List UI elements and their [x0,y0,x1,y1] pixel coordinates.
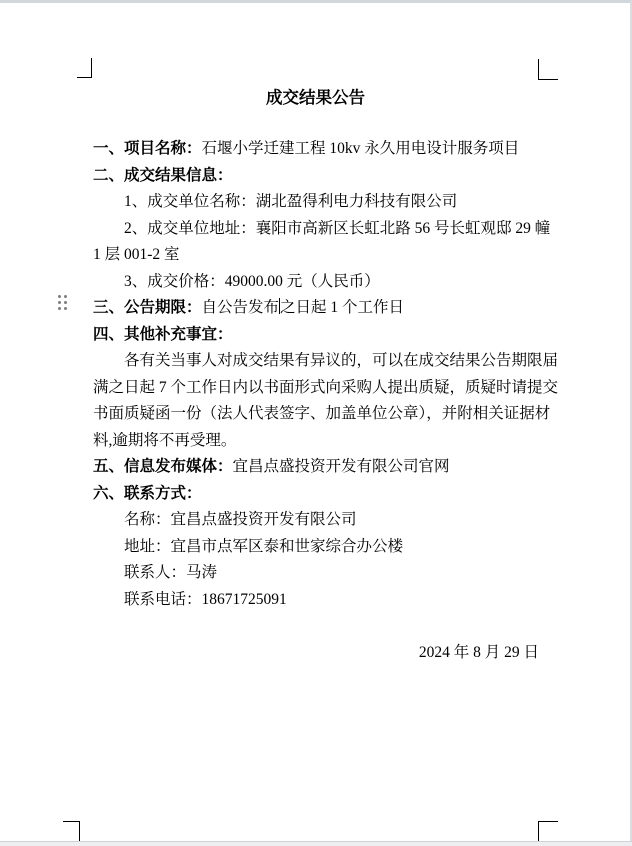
section-text: 宜昌点盛投资开发有限公司官网 [232,458,450,475]
margin-corner-mark-bottom-right [538,821,558,841]
section-label: 二、成交结果信息： [93,166,233,184]
result-company-name[interactable] [93,189,539,216]
objection-paragraph-line-2[interactable] [93,375,559,402]
section-text: 之日起 1 个工作日 [280,299,405,316]
line-text: 2024 年 8 月 29 日 [418,643,539,661]
line-text: 名称：宜昌点盛投资开发有限公司 [124,511,357,528]
page-bottom-edge [0,841,632,846]
drag-handle-dot [58,295,61,298]
objection-paragraph-line-4[interactable] [93,428,539,455]
section-publish-media[interactable] [93,454,539,481]
drag-handle-dot [58,307,61,310]
line-text: 1、成交单位名称：湖北盈得利电力科技有限公司 [124,193,458,210]
drag-handle-dot [64,301,67,304]
margin-corner-mark-top-left [77,58,92,78]
line-text: 2、成交单位地址：襄阳市高新区长虹北路 56 号长虹观邸 29 幢 [124,219,551,237]
line-text: 书面质疑函一份（法人代表签字、加盖单位公章），并附相关证据材 [93,405,551,422]
drag-handle-icon[interactable] [58,295,67,310]
drag-handle-dot [64,295,67,298]
margin-corner-mark-bottom-left [63,821,80,841]
line-text: 1 层 001-2 室 [93,246,180,263]
document-body [93,136,559,666]
blank-line[interactable] [93,613,539,640]
result-company-address-continued[interactable] [93,242,539,269]
line-text: 料,逾期将不再受理。 [93,431,237,449]
drag-handle-dot [58,301,61,304]
contact-phone[interactable] [93,587,539,614]
date-line[interactable] [93,640,539,667]
margin-corner-mark-top-right [538,59,558,80]
section-label: 五、信息发布媒体： [93,458,233,475]
line-text: 各有关当事人对成交结果有异议的，可以在成交结果公告期限届 [124,352,559,369]
line-text: 3、成交价格：49000.00 元（人民币） [124,272,380,290]
line-text: 满之日起 7 个工作日内以书面形式向采购人提出质疑，质疑时请提交 [93,378,559,396]
objection-paragraph-line-3[interactable] [93,401,551,428]
line-text: 地址：宜昌市点军区泰和世家综合办公楼 [124,537,404,555]
section-contact[interactable] [93,481,539,508]
section-other-matters[interactable] [93,322,539,349]
section-label: 六、联系方式： [93,484,202,502]
drag-handle-dot [64,307,67,310]
section-text: 石堰小学迁建工程 10kv 永久用电设计服务项目 [201,140,520,157]
contact-person[interactable] [93,560,539,587]
line-text: 联系电话：18671725091 [124,590,287,608]
window-top-edge [0,0,632,3]
section-project-name[interactable] [93,136,539,163]
section-label: 三、公告期限： [93,299,202,316]
result-price[interactable] [93,269,539,296]
line-text: 联系人：马涛 [124,564,218,581]
section-text: 自公告发布 [201,299,280,316]
document-title[interactable]: 成交结果公告 [266,88,365,107]
section-label: 四、其他补充事宜： [93,325,233,343]
contact-address[interactable] [93,534,539,561]
contact-name[interactable] [93,507,539,534]
result-company-address[interactable] [93,216,551,243]
objection-paragraph-line-1[interactable] [93,348,559,375]
section-announcement-period[interactable] [93,295,539,322]
section-result-info[interactable] [93,163,539,190]
section-label: 一、项目名称： [93,140,202,157]
